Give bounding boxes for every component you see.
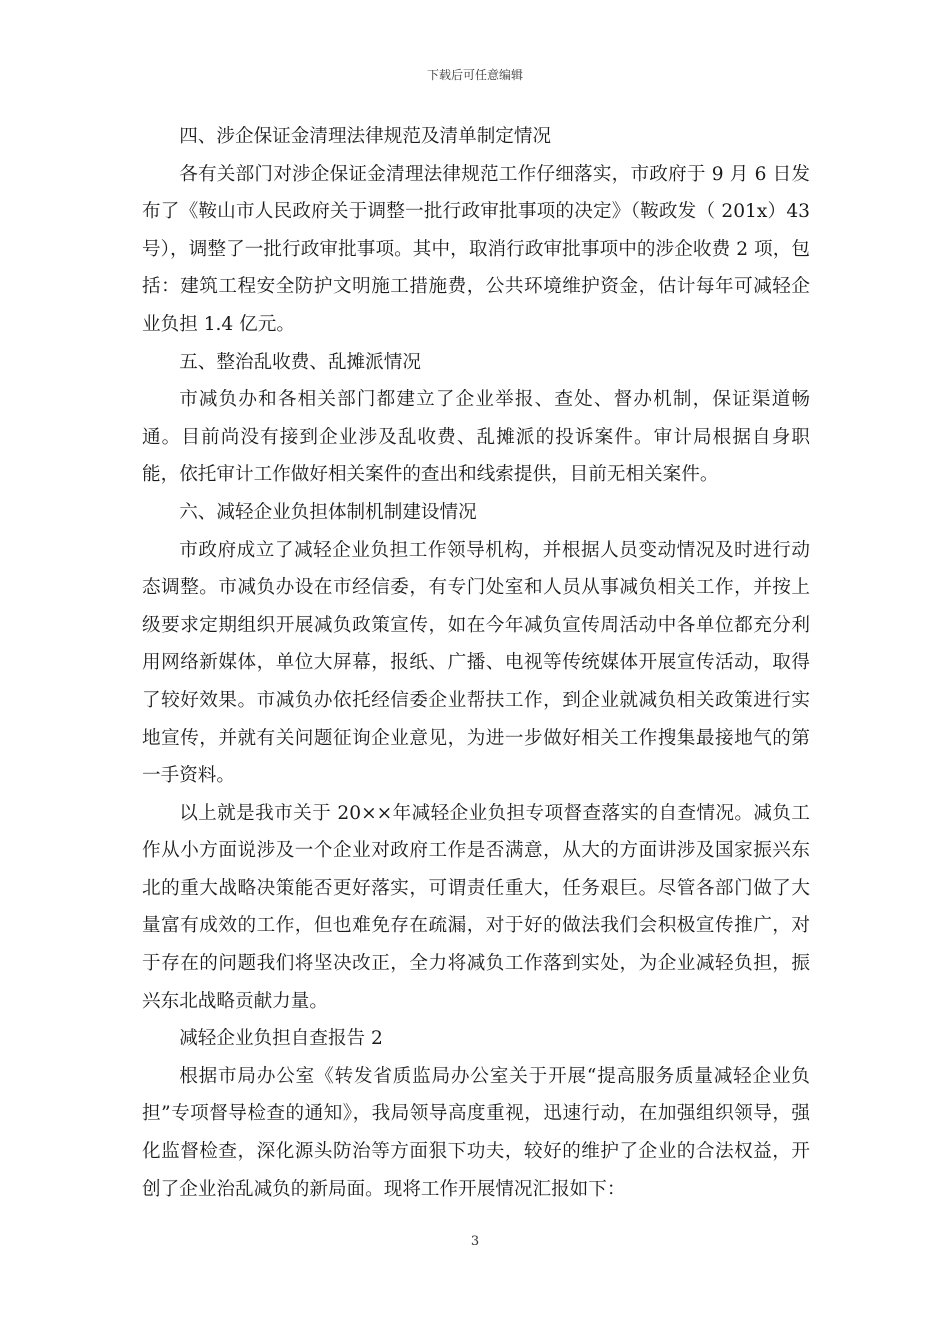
paragraph: 市减负办和各相关部门都建立了企业举报、查处、督办机制，保证渠道畅通。目前尚没有接到企业涉及乱收费、乱摊派的投诉案件。审计局根据自身职能，依托审计工作做好相关案件的查出和线索提供，目前无相关案件。 [142,389,810,486]
paragraph: 各有关部门对涉企保证金清理法律规范工作仔细落实，市政府于 9 月 6 日发布了《鞍山市人民政府关于调整一批行政审批事项的决定》（鞍政发（ 201x）43 号），调整了一批行政审批事项。其中，取消行政审批事项中的涉企收费 2 项，包括：建筑工程安全防护文明施工措施费，公共环境维护资金，估计每年可减轻企业负担 1.4 亿元。 [142,163,810,335]
page-number: 3 [470,1234,480,1249]
paragraph: 市政府成立了减轻企业负担工作领导机构，并根据人员变动情况及时进行动态调整。市减负办设在市经信委，有专门处室和人员从事减负相关工作，并按上级要求定期组织开展减负政策宣传，如在今年减负宣传周活动中各单位都充分利用网络新媒体，单位大屏幕，报纸、广播、电视等传统媒体开展宣传活动，取得了较好效果。市减负办依托经信委企业帮扶工作，到企业就减负相关政策进行实地宣传，并就有关问题征询企业意见，为进一步做好相关工作搜集最接地气的第一手资料。 [142,539,810,787]
report-title: 减轻企业负担自查报告 2 [179,1028,383,1050]
paragraph: 根据市局办公室《转发省质监局办公室关于开展“提高服务质量减轻企业负担”专项督导检查的通知》，我局领导高度重视，迅速行动，在加强组织领导，强化监督检查，深化源头防治等方面狠下功夫，较好的维护了企业的合法权益，开创了企业治乱减负的新局面。现将工作开展情况汇报如下： [142,1065,810,1200]
section-heading-6: 六、减轻企业负担体制机制建设情况 [179,501,477,523]
section-heading-4: 四、涉企保证金清理法律规范及清单制定情况 [179,126,552,147]
page-header: 下载后可任意编辑 [426,68,523,82]
section-heading-5: 五、整治乱收费、乱摊派情况 [179,351,421,373]
document-body [142,118,810,1208]
paragraph: 以上就是我市关于 20××年减轻企业负担专项督查落实的自查情况。减负工作从小方面说涉及一个企业对政府工作是否满意，从大的方面讲涉及国家振兴东北的重大战略决策能否更好落实，可谓责任重大，任务艰巨。尽管各部门做了大量富有成效的工作，但也难免存在疏漏，对于好的做法我们会积极宣传推广，对于存在的问题我们将坚决改正，全力将减负工作落到实处，为企业减轻负担，振兴东北战略贡献力量。 [142,802,810,1012]
